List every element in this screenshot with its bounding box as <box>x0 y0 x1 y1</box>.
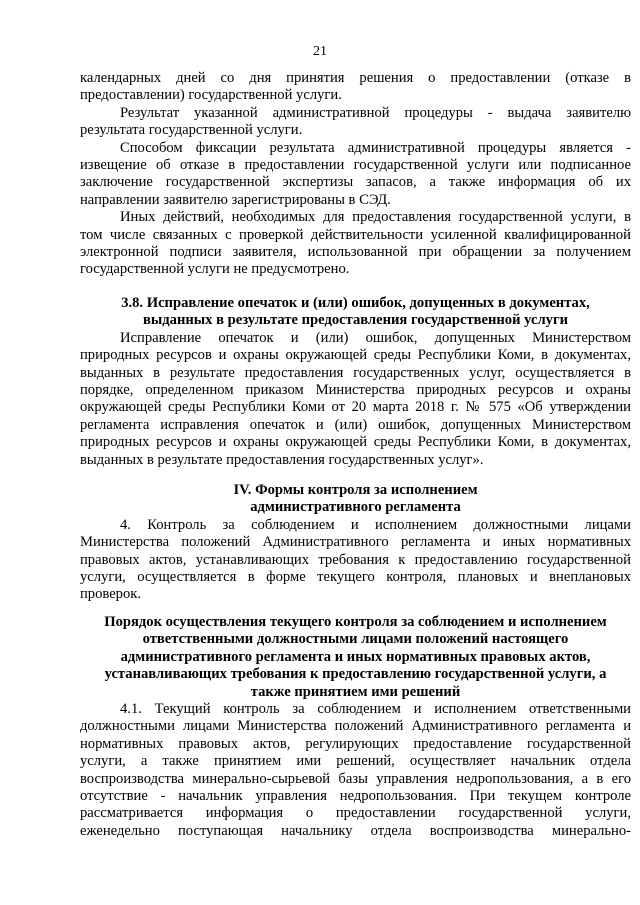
text-line: заключение государственной экспертизы запасов, а также информация об их <box>80 174 631 191</box>
text-line: природных ресурсов и охраны окружающей среды Республики Коми, в документах, <box>80 434 631 451</box>
text-line: результата государственной услуги. <box>80 122 303 139</box>
text-line: должностными лицами Министерства положений Административного регламента и <box>80 718 631 735</box>
text-line: выданных в результате предоставления государственных услуг, осуществляется в <box>80 364 631 381</box>
text-line: Министерства положений Административного регламента и иных нормативных <box>80 534 631 551</box>
section-heading: 3.8. Исправление опечаток и (или) ошибок, допущенных в документах, <box>121 295 590 311</box>
section-heading: административного регламента <box>250 499 461 516</box>
text-line: проверок. <box>80 586 142 603</box>
text-line: природных ресурсов и охраны окружающей среды Республики Коми, в документах, <box>80 347 631 364</box>
text-line: порядке, определенном приказом Министерства природных ресурсов и охраны <box>80 381 631 398</box>
text-line: услуги, осуществляется в форме текущего контроля, плановых и внеплановых <box>80 568 631 585</box>
text-line: нормативных правовых актов, регулирующих предоставление государственной <box>80 735 631 752</box>
text-line: услуги, а также принятием ими решений, осуществляет начальник отдела <box>80 753 631 770</box>
text-line: Иных действий, необходимых для предоставления государственной услуги, в <box>120 209 631 226</box>
section-heading: административного регламента и иных нормативных правовых актов, <box>120 648 591 665</box>
intro-text <box>80 70 631 279</box>
text-line: выданных в результате предоставления государственных услуг». <box>80 451 484 468</box>
section-3-8 <box>80 295 631 469</box>
section-heading: ответственными должностными лицами положений настоящего <box>142 631 569 648</box>
text-line: 4.1. Текущий контроль за соблюдением и исполнением ответственными <box>120 700 631 717</box>
text-line: регламента исправления опечаток и (или) ошибок, допущенных Министерством <box>80 416 631 433</box>
text-line: предоставлении) государственной услуги. <box>80 87 342 104</box>
section-control-procedure <box>80 614 631 840</box>
section-iv <box>80 482 631 604</box>
section-heading: Порядок осуществления текущего контроля за соблюдением и исполнением <box>104 614 607 630</box>
section-heading: IV. Формы контроля за исполнением <box>233 482 478 498</box>
text-line: том числе связанных с проверкой действительности усиленной квалифицированной <box>80 226 631 243</box>
text-line: направлении заявителю зарегистрированы в СЭД. <box>80 191 391 208</box>
text-line: воспроизводства минерально-сырьевой базы управления недропользования, а в его <box>80 770 631 787</box>
text-line: еженедельно поступающая начальнику отдела воспроизводства минерально- <box>80 822 631 839</box>
text-line: государственной услуги не предусмотрено. <box>80 261 350 278</box>
text-line: правовых актов, устанавливающих требования к предоставлению государственной <box>80 551 631 568</box>
text-line: электронной подписи заявителя, использованной при обращении за получением <box>80 243 631 260</box>
text-line: рассматривается информация о предоставлении государственной услуги, <box>80 805 631 822</box>
text-line: окружающей среды Республики Коми от 20 марта 2018 г. № 575 «Об утверждении <box>80 399 631 416</box>
section-heading: выданных в результате предоставления государственной услуги <box>143 312 568 329</box>
section-heading: устанавливающих требования к предоставлению государственной услуги, а <box>104 666 607 683</box>
text-line: извещение об отказе в предоставлении государственной услуги или подписанное <box>80 156 631 173</box>
text-line: Результат указанной административной процедуры - выдача заявителю <box>120 104 631 121</box>
text-line: 4. Контроль за соблюдением и исполнением должностными лицами <box>120 516 631 533</box>
text-line: календарных дней со дня принятия решения о предоставлении (отказе в <box>80 70 631 86</box>
section-heading: также принятием ими решений <box>250 683 461 700</box>
text-line: Способом фиксации результата административной процедуры является - <box>120 139 631 156</box>
text-line: отсутствие - начальник управления недропользования. При текущем контроле <box>80 787 631 804</box>
page-number: 21 <box>313 44 327 59</box>
text-line: Исправление опечаток и (или) ошибок, допущенных Министерством <box>120 329 631 346</box>
